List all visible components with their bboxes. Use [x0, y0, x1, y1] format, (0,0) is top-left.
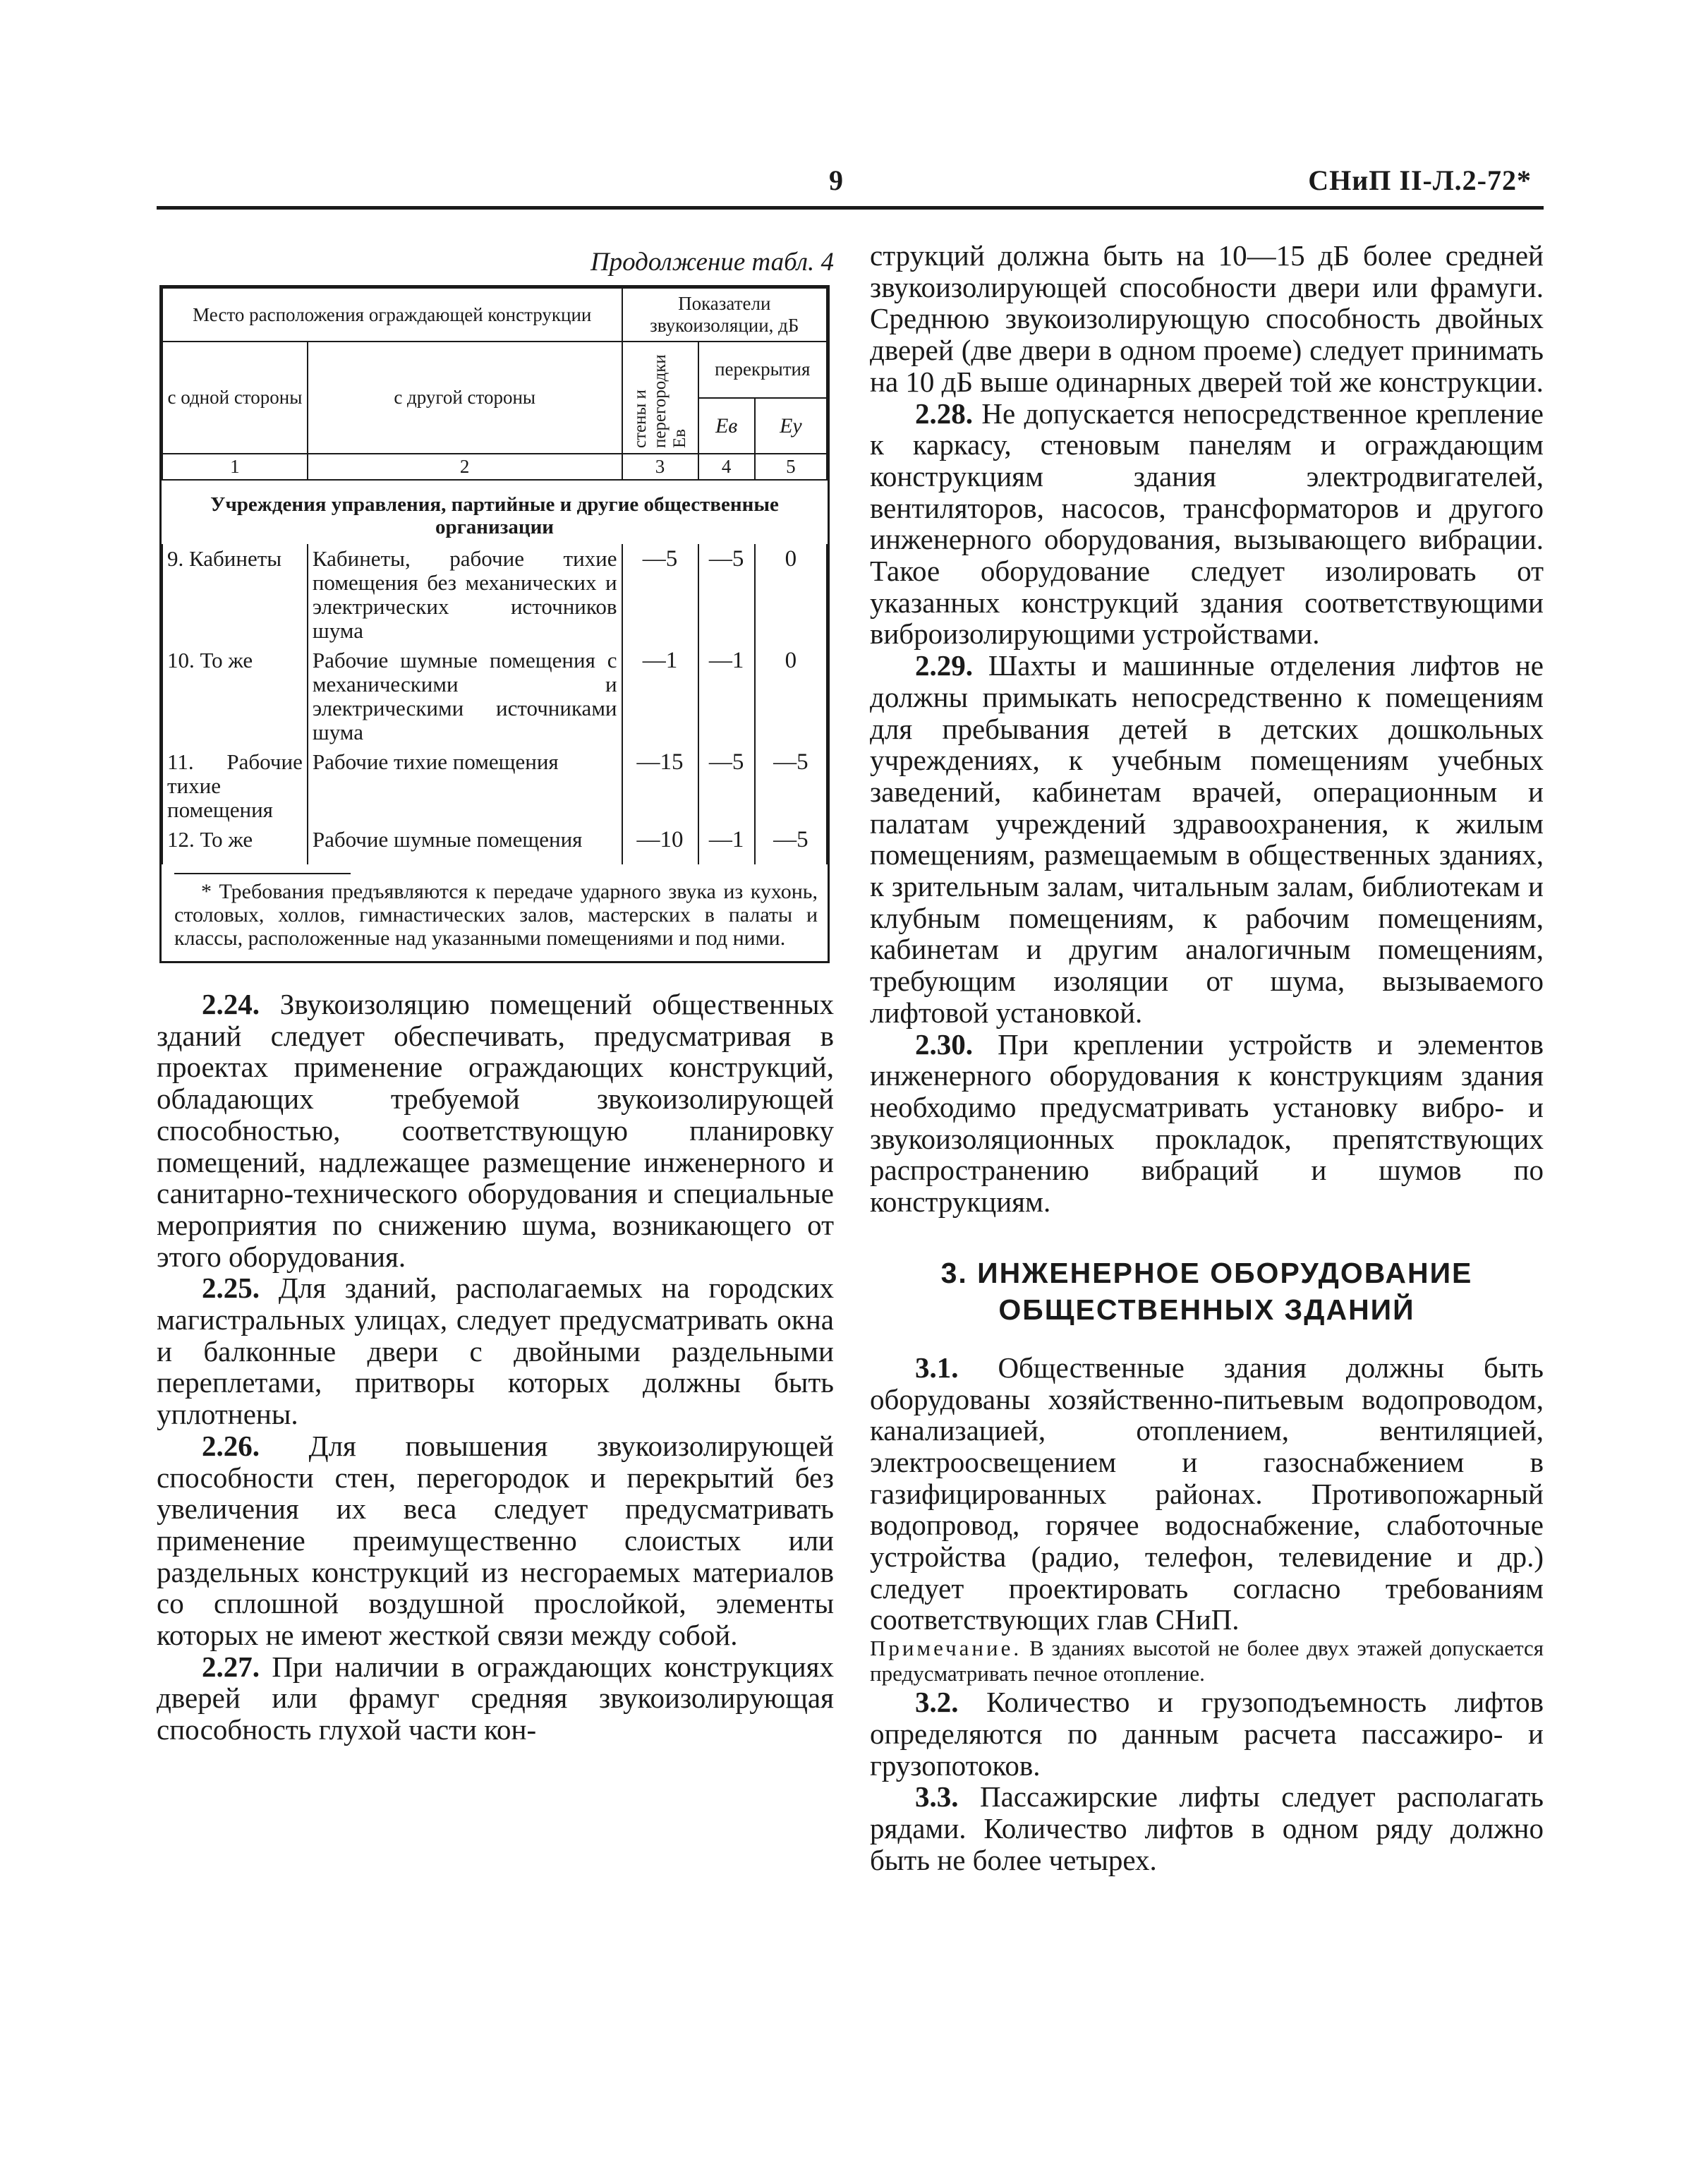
paragraph-text: При наличии в ограждающих конструкциях дверей или фрамуг средняя звукоизолирующая способность глухой части кон-	[157, 1650, 834, 1746]
footnote-rule	[174, 873, 351, 874]
th-eb: Eв	[698, 398, 755, 454]
col-number-1: 1	[162, 454, 308, 480]
th-walls	[622, 342, 698, 454]
cell-ey: 0	[755, 646, 827, 747]
paragraph-2-29	[870, 650, 1544, 1028]
cell-walls: —1	[622, 646, 698, 747]
cell-location-one: 12. То же	[162, 825, 308, 864]
paragraph-text: При креплении устройств и элементов инженерного оборудования к конструкциям здания необходимо предусматривать установку вибро- и звукоизоляционных прокладок, препятствующих распространению вибраций и шумов по конструкциям.	[870, 1027, 1544, 1219]
paragraph-text: Для повышения звукоизолирующей способности стен, перегородок и перекрытий без увеличения их веса следует предусматривать применение преимущественно слоистых или раздельных конструкций из несгораемых материалов со сплошной воздушной прослойкой, элементы которых не имеют жесткой связи между собой.	[157, 1429, 834, 1652]
paragraph-text: Пассажирские лифты следует располагать рядами. Количество лифтов в одном ряду должно быть не более четырех.	[870, 1780, 1544, 1876]
table-row	[162, 747, 827, 825]
note	[870, 1636, 1544, 1686]
right-column	[870, 240, 1544, 1876]
table-row	[162, 544, 827, 646]
section-heading-line: ОБЩЕСТВЕННЫХ ЗДАНИЙ	[998, 1293, 1415, 1326]
th-side-other: с другой стороны	[308, 342, 622, 454]
paragraph-2-26	[157, 1430, 834, 1651]
paragraph-number: 2.25.	[202, 1272, 260, 1305]
paragraph-2-30	[870, 1029, 1544, 1218]
left-column	[157, 240, 834, 1746]
note-label: Примечание.	[870, 1636, 1022, 1661]
cell-location-one: 11. Рабочие тихие помещения	[162, 747, 308, 825]
th-location: Место расположения ограждающей конструкции	[162, 288, 622, 342]
paragraph-number: 2.28.	[915, 397, 973, 430]
cell-location-one: 10. То же	[162, 646, 308, 747]
paragraph-number: 2.30.	[915, 1027, 973, 1061]
cell-location-other: Рабочие тихие помещения	[308, 747, 622, 825]
paragraph-text: Общественные здания должны быть оборудованы хозяйственно-питьевым водопроводом, канализацией, отоплением, вентиляцией, электроосвещением и газоснабжением в газифицированных районах. Противопожарный водопровод, горячее водоснабжение, слаботочные устройства (радио, телефон, телевидение и др.) следует проектировать согласно требованиям соответствующих глав СНиП.	[870, 1351, 1544, 1636]
paragraph-number: 3.3.	[915, 1780, 959, 1813]
paragraph-3-1	[870, 1352, 1544, 1636]
col-number-5: 5	[755, 454, 827, 480]
th-walls-label: стены и перегородки Eв	[630, 354, 689, 448]
footnote-text: * Требования предъявляются к передаче ударного звука из кухонь, столовых, холлов, гимнастических залов, мастерских в палаты и классы, расположенные над указанными помещениями и под ними.	[174, 880, 818, 950]
cell-location-other: Кабинеты, рабочие тихие помещения без механических и электрических источников шума	[308, 544, 622, 646]
paragraph-3-2	[870, 1686, 1544, 1781]
paragraph-number: 2.24.	[202, 988, 260, 1020]
col-number-4: 4	[698, 454, 755, 480]
table-section-title: Учреждения управления, партийные и другие общественные организации	[162, 480, 827, 544]
th-side-one: с одной стороны	[162, 342, 308, 454]
norms-table	[162, 287, 828, 864]
table-continuation-caption: Продолжение табл. 4	[590, 248, 834, 277]
section-heading-line: 3. ИНЖЕНЕРНОЕ ОБОРУДОВАНИЕ	[940, 1256, 1473, 1289]
paragraph-2-24	[157, 989, 834, 1272]
paragraph-3-3	[870, 1781, 1544, 1876]
paragraph-2-27	[157, 1651, 834, 1746]
cell-eb: —5	[698, 747, 755, 825]
header-rule	[157, 206, 1544, 210]
th-floors: перекрытия	[698, 342, 828, 398]
cell-ey: —5	[755, 747, 827, 825]
paragraph-continuation: струкций должна быть на 10—15 дБ более средней звукоизолирующей способности двери или фрамуги. Среднюю звукоизолирующую способность двойных дверей (две двери в одном проеме) следует принимать на 10 дБ выше одинарных дверей той же конструкции.	[870, 239, 1544, 398]
cell-eb: —1	[698, 825, 755, 864]
paragraph-2-28	[870, 398, 1544, 651]
table-footnote	[162, 864, 828, 961]
note-text: В зданиях высотой не более двух этажей допускается предусматривать печное отопление.	[870, 1636, 1544, 1686]
cell-walls: —10	[622, 825, 698, 864]
cell-ey: 0	[755, 544, 827, 646]
col-number-3: 3	[622, 454, 698, 480]
cell-walls: —5	[622, 544, 698, 646]
paragraph-text: Количество и грузоподъемность лифтов определяются по данным расчета пассажиро- и грузопотоков.	[870, 1686, 1544, 1782]
page-number: 9	[829, 164, 843, 196]
cell-location-other: Рабочие шумные помещения	[308, 825, 622, 864]
norms-table-frame	[159, 285, 830, 963]
table-row	[162, 825, 827, 864]
paragraph-number: 3.1.	[915, 1351, 959, 1384]
paragraph-number: 2.26.	[202, 1429, 260, 1462]
cell-location-other: Рабочие шумные помещения с механическими и электрическими источниками шума	[308, 646, 622, 747]
paragraph-number: 2.29.	[915, 649, 973, 682]
document-code: СНиП II-Л.2-72*	[1308, 164, 1532, 196]
section-3-heading	[870, 1255, 1544, 1328]
cell-ey: —5	[755, 825, 827, 864]
cell-location-one: 9. Кабинеты	[162, 544, 308, 646]
cell-eb: —5	[698, 544, 755, 646]
paragraph-text: Для зданий, располагаемых на городских магистральных улицах, следует предусматривать окна и балконные двери с двойными раздельными переплетами, притворы которых должны быть уплотнены.	[157, 1272, 834, 1431]
cell-walls: —15	[622, 747, 698, 825]
paragraph-text: Звукоизоляцию помещений общественных зданий следует обеспечивать, предусматривая в проектах применение ограждающих конструкций, обладающих требуемой звукоизолирующей способностью, соответствующую планировку помещений, надлежащее размещение инженерного и санитарно-технического оборудования и специальные мероприятия по снижению шума, возникающего от этого оборудования.	[157, 988, 834, 1273]
col-number-2: 2	[308, 454, 622, 480]
paragraph-number: 2.27.	[202, 1650, 260, 1683]
paragraph-2-25	[157, 1272, 834, 1430]
paragraph-text: Не допускается непосредственное крепление к каркасу, стеновым панелям и ограждающим конструкциям здания электродвигателей, вентиляторов, насосов, трансформаторов и другого инженерного оборудования, вызывающего вибрации. Такое оборудование следует изолировать от указанных конструкций здания соответствующими виброизолирующими устройствами.	[870, 397, 1544, 651]
paragraph-text: Шахты и машинные отделения лифтов не должны примыкать непосредственно к помещениям для пребывания детей в детских дошкольных учреждениях, к учебным помещениям учебных заведений, кабинетам врачей, операционным и палатам учреждений здравоохранения, к жилым помещениям, размещаемым в общественных зданиях, к зрительным залам, читальным залам, библиотекам и клубным помещениям, к рабочим помещениям, кабинетам и другим аналогичным помещениям, требующим изоляции от шума, вызываемого лифтовой установкой.	[870, 649, 1544, 1029]
cell-eb: —1	[698, 646, 755, 747]
table-row	[162, 646, 827, 747]
paragraph-number: 3.2.	[915, 1686, 959, 1719]
th-ey: Eу	[755, 398, 827, 454]
th-indicators: Показатели звукоизоляции, дБ	[622, 288, 827, 342]
